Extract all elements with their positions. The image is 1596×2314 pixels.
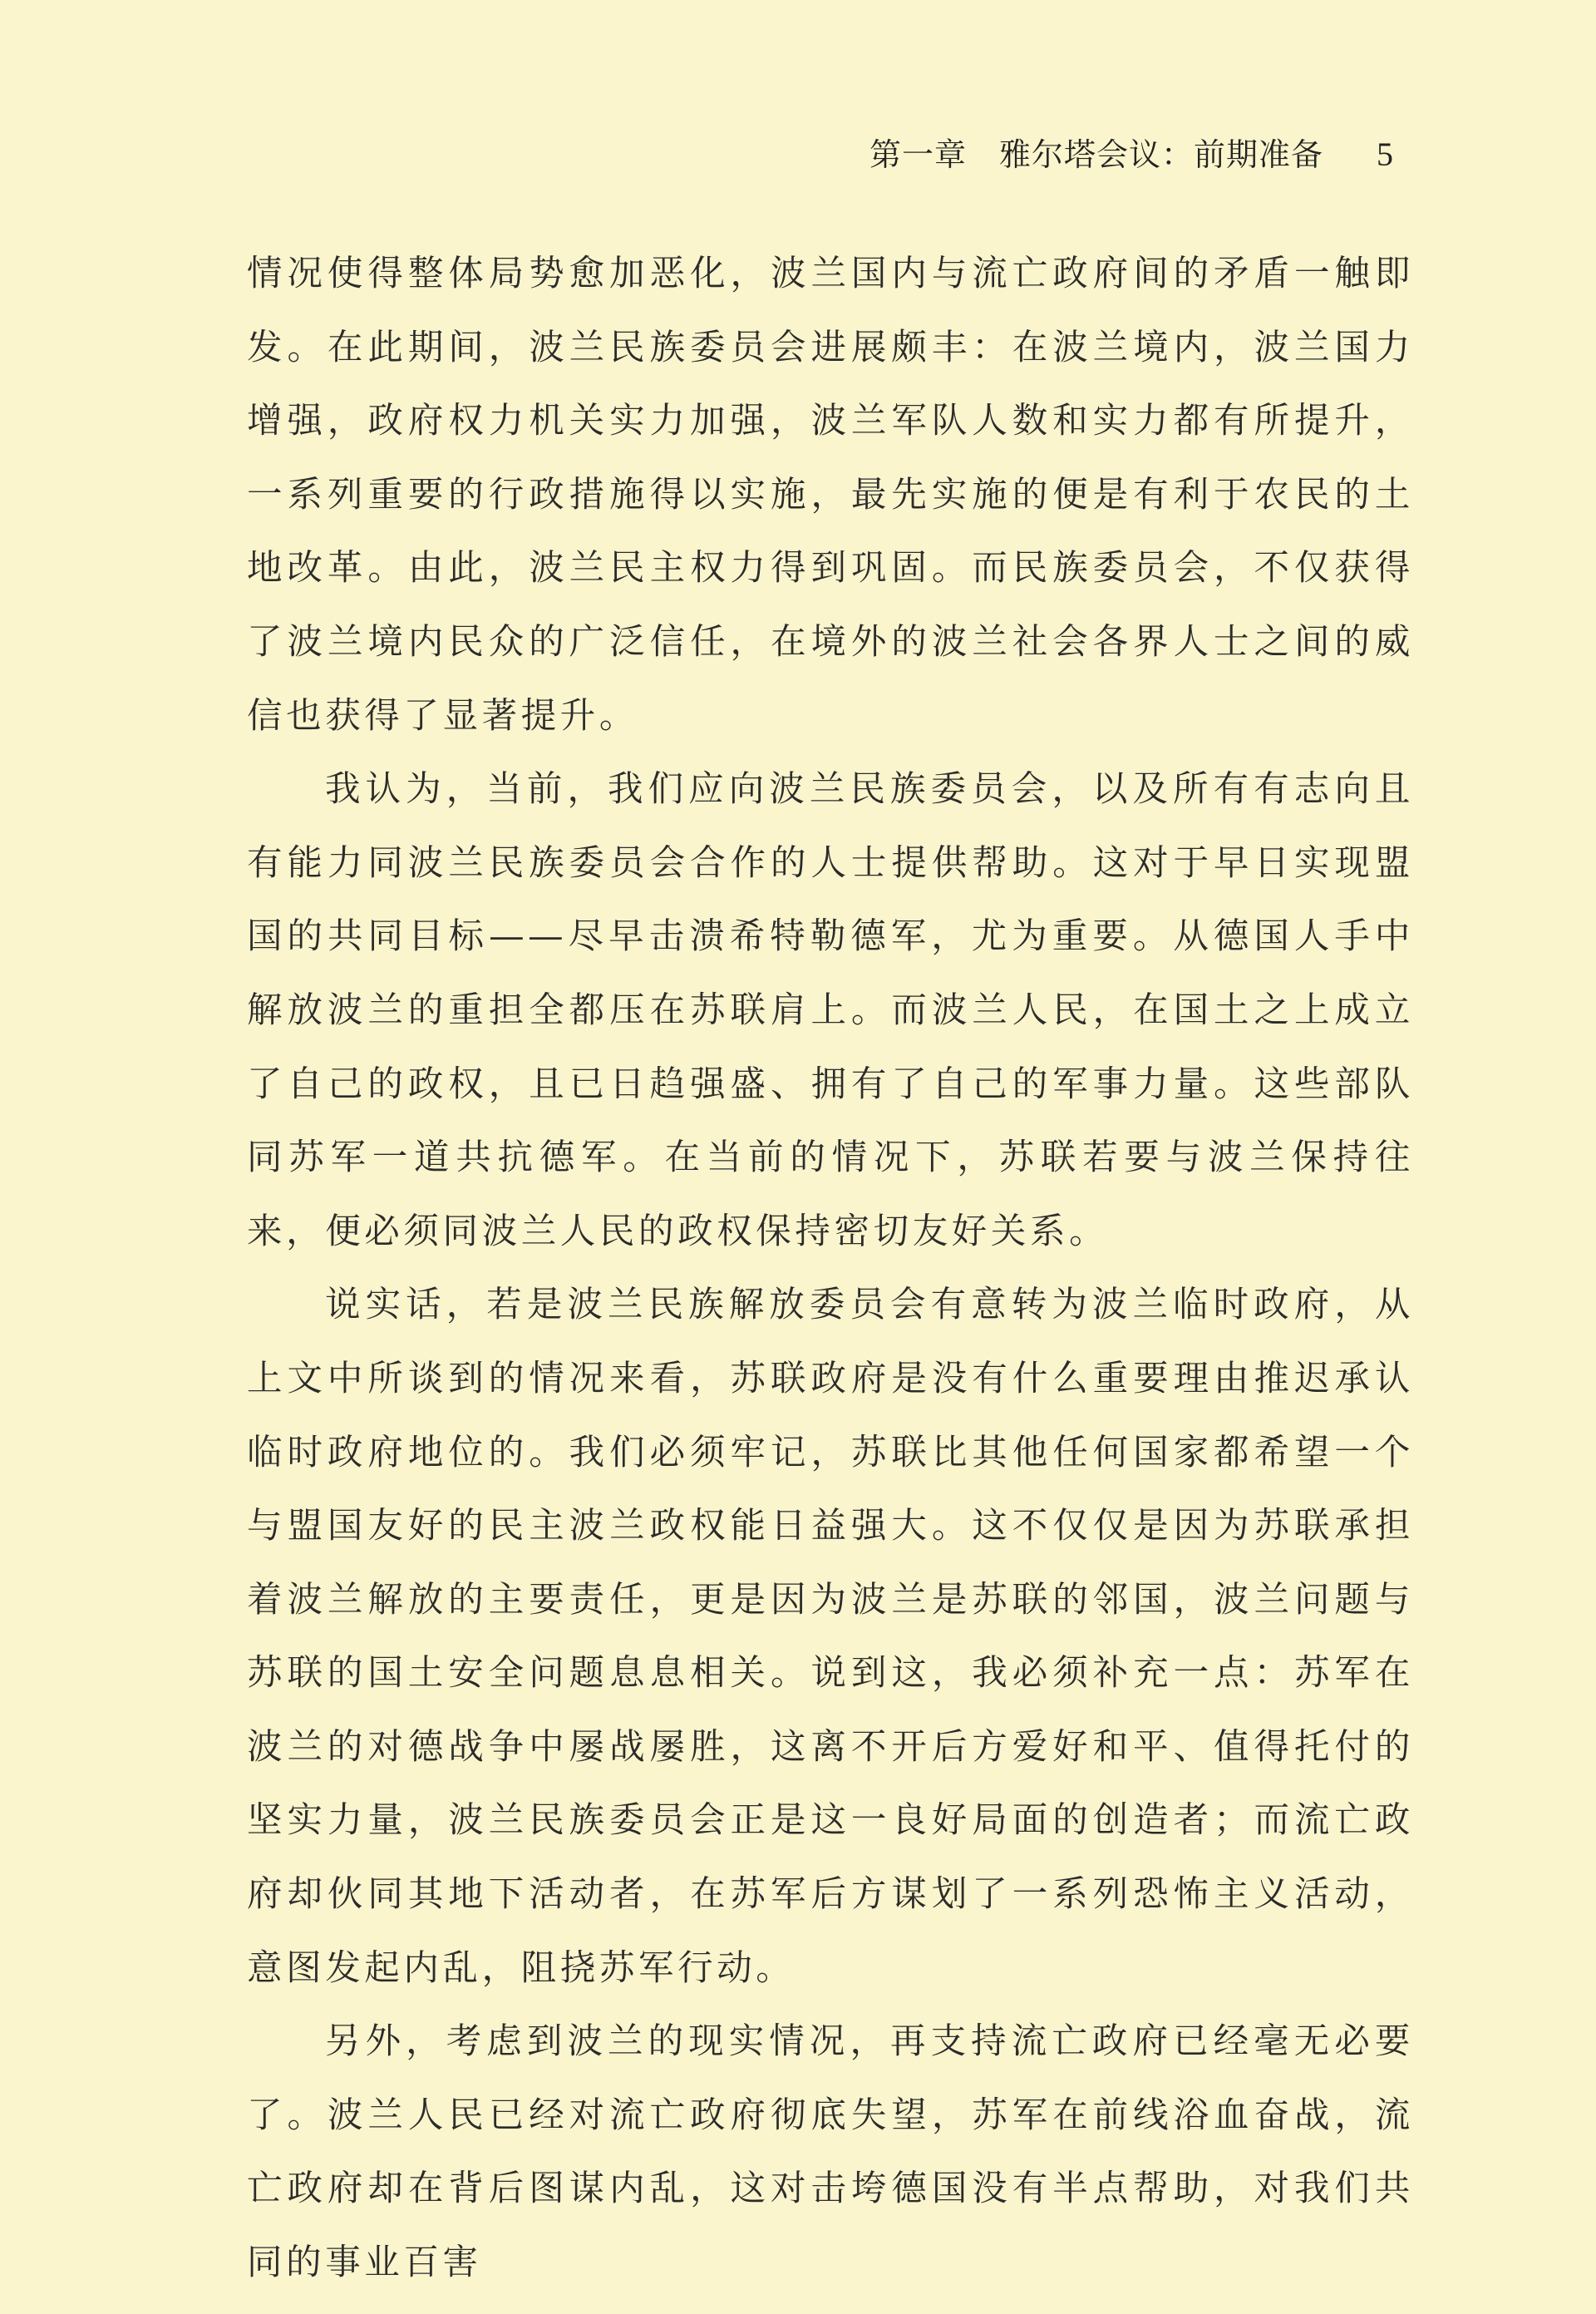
body-text	[247, 238, 1414, 2301]
paragraph-continued: 情况使得整体局势愈加恶化，波兰国内与流亡政府间的矛盾一触即发。在此期间，波兰民族委员会进展颇丰：在波兰境内，波兰国力增强，政府权力机关实力加强，波兰军队人数和实力都有所提升，一系列重要的行政措施得以实施，最先实施的便是有利于农民的土地改革。由此，波兰民主权力得到巩固。而民族委员会，不仅获得了波兰境内民众的广泛信任，在境外的波兰社会各界人士之间的威信也获得了显著提升。	[247, 254, 1414, 737]
chapter-title: 第一章 雅尔塔会议：前期准备	[869, 136, 1323, 173]
paragraph: 我认为，当前，我们应向波兰民族委员会，以及所有有志向且有能力同波兰民族委员会合作的人士提供帮助。这对于早日实现盟国的共同目标——尽早击溃希特勒德军，尤为重要。从德国人手中解放波兰的重担全都压在苏联肩上。而波兰人民，在国土之上成立了自己的政权，且已日趋强盛、拥有了自己的军事力量。这些部队同苏军一道共抗德军。在当前的情况下，苏联若要与波兰保持往来，便必须同波兰人民的政权保持密切友好关系。	[247, 769, 1414, 1252]
paragraph: 说实话，若是波兰民族解放委员会有意转为波兰临时政府，从上文中所谈到的情况来看，苏联政府是没有什么重要理由推迟承认临时政府地位的。我们必须牢记，苏联比其他任何国家都希望一个与盟国友好的民主波兰政权能日益强大。这不仅仅是因为苏联承担着波兰解放的主要责任，更是因为波兰是苏联的邻国，波兰问题与苏联的国土安全问题息息相关。说到这，我必须补充一点：苏军在波兰的对德战争中屡战屡胜，这离不开后方爱好和平、值得托付的坚实力量，波兰民族委员会正是这一良好局面的创造者；而流亡政府却伙同其地下活动者，在苏军后方谋划了一系列恐怖主义活动，意图发起内乱，阻挠苏军行动。	[247, 1285, 1414, 1989]
paragraph: 另外，考虑到波兰的现实情况，再支持流亡政府已经毫无必要了。波兰人民已经对流亡政府彻底失望，苏军在前线浴血奋战，流亡政府却在背后图谋内乱，这对击垮德国没有半点帮助，对我们共同的事业百害	[247, 2021, 1414, 2284]
running-head	[869, 129, 1393, 175]
page-number: 5	[1377, 136, 1393, 173]
